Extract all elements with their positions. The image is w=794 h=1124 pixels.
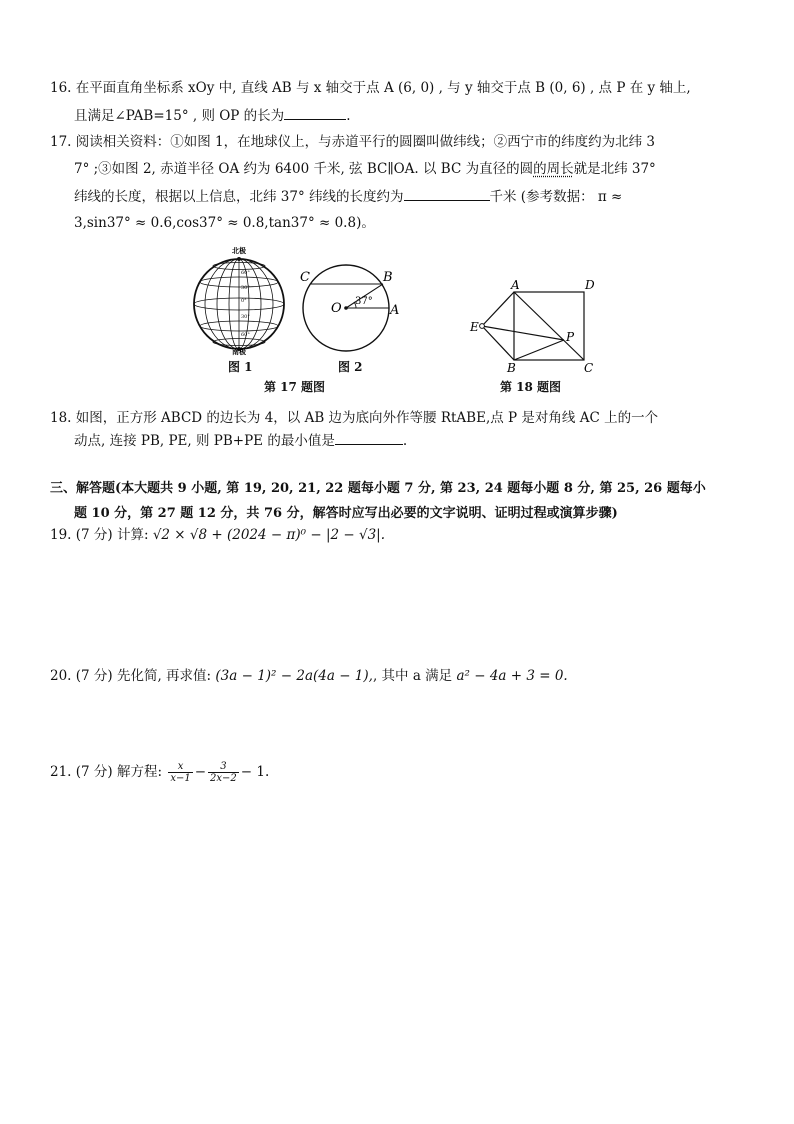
q17-text-b: 就是北纬 37° xyxy=(573,161,656,177)
q16-answer-blank xyxy=(284,105,346,120)
label-C: C xyxy=(300,270,310,285)
globe-figure xyxy=(188,244,290,356)
q17-text-c: 纬线的长度，根据以上信息，北纬 37° 纬线的长度约为 xyxy=(74,189,404,205)
q17-text-a: 7° ;③如图 2, 赤道半径 OA 约为 6400 千米, 弦 BC∥OA. 以 BC 为直径的圆 xyxy=(74,161,534,177)
label-E18: E xyxy=(470,320,479,334)
q17-answer-blank xyxy=(404,186,490,201)
label-C18: C xyxy=(584,361,594,375)
svg-text:30°: 30° xyxy=(241,314,250,320)
svg-text:30°: 30° xyxy=(241,285,250,291)
q18-answer-blank xyxy=(335,430,403,445)
q21-fraction-1 xyxy=(168,761,192,784)
angle-37-label: 37° xyxy=(355,296,373,307)
q21-frac2-num: 3 xyxy=(208,761,239,773)
q20-condition: a² − 4a + 3 = 0. xyxy=(456,668,568,684)
label-A18: A xyxy=(511,278,520,292)
label-O: O xyxy=(331,301,342,316)
section3-heading-cont: 题 10 分，第 27 题 12 分，共 76 分，解答时应写出必要的文字说明、证明过程或演算步骤) xyxy=(74,506,618,521)
q18-period: . xyxy=(402,433,408,449)
q21-frac2-den: 2x−2 xyxy=(210,773,237,784)
q17-line1: 17. 阅读相关资料：①如图 1，在地球仪上，与赤道平行的圆圈叫做纬线；②西宁市的纬度约为北纬 3 xyxy=(50,134,656,150)
q16-text: 且满足∠PAB=15° , 则 OP 的长为 xyxy=(74,108,285,124)
svg-text:60°: 60° xyxy=(241,332,250,338)
label-B: B xyxy=(383,270,393,285)
fig18-caption: 第 18 题图 xyxy=(500,380,562,394)
square-figure xyxy=(466,274,602,376)
q20-expression: (3a − 1)² − 2a(4a − 1), xyxy=(215,668,373,684)
q21-minus: − xyxy=(194,764,207,780)
svg-text:0°: 0° xyxy=(241,298,247,304)
q18-text: 动点, 连接 PB, PE, 则 PB+PE 的最小值是 xyxy=(74,433,335,449)
q21-prefix: 21. (7 分) 解方程: xyxy=(50,764,163,780)
label-P18: P xyxy=(566,330,575,344)
q20 xyxy=(50,666,568,686)
q18-line2 xyxy=(74,430,407,451)
q18-line1: 18. 如图，正方形 ABCD 的边长为 4，以 AB 边为底向外作等腰 RtABE,点 P 是对角线 AC 上的一个 xyxy=(50,410,659,426)
circle-figure xyxy=(294,262,406,362)
q16-period: . xyxy=(346,108,351,124)
q16-line2 xyxy=(74,105,350,126)
label-A: A xyxy=(390,303,400,318)
q20-mid: , 其中 a 满足 xyxy=(372,668,453,684)
north-pole-label: 北极 xyxy=(232,246,246,255)
q17-line2 xyxy=(74,159,656,179)
svg-text:60°: 60° xyxy=(241,270,250,276)
q19 xyxy=(50,525,385,545)
fig1-caption: 图 1 xyxy=(228,360,253,374)
label-D18: D xyxy=(585,278,595,292)
section3-heading: 三、解答题(本大题共 9 小题, 第 19, 20, 21, 22 题每小题 7 分, 第 23, 24 题每小题 8 分, 第 25, 26 题每小 xyxy=(50,481,706,496)
q21-frac1-den: x−1 xyxy=(170,773,191,784)
q19-prefix: 19. (7 分) 计算: xyxy=(50,527,149,543)
q19-expression: √2 × √8 + (2024 − π)⁰ − |2 − √3|. xyxy=(152,527,386,543)
q20-prefix: 20. (7 分) 先化简, 再求值: xyxy=(50,668,212,684)
q21-fraction-2 xyxy=(208,761,239,784)
q21 xyxy=(50,757,269,787)
south-pole-label: 南极 xyxy=(232,347,246,356)
label-B18: B xyxy=(507,361,516,375)
q17-line4: 3,sin37° ≈ 0.6,cos37° ≈ 0.8,tan37° ≈ 0.8)。 xyxy=(74,215,375,231)
q21-frac1-num: x xyxy=(168,761,192,773)
q17-line3 xyxy=(74,186,622,207)
fig17-caption: 第 17 题图 xyxy=(264,380,326,394)
q16-line1: 16. 在平面直角坐标系 xOy 中, 直线 AB 与 x 轴交于点 A (6, 0) , 与 y 轴交于点 B (0, 6) , 点 P 在 y 轴上, xyxy=(50,80,691,96)
fig2-caption: 图 2 xyxy=(338,360,363,374)
q17-text-d: 千米 (参考数据： π ≈ xyxy=(489,189,623,205)
q17-emphasis: 的周长 xyxy=(533,161,574,177)
q21-tail: − 1. xyxy=(240,764,270,780)
